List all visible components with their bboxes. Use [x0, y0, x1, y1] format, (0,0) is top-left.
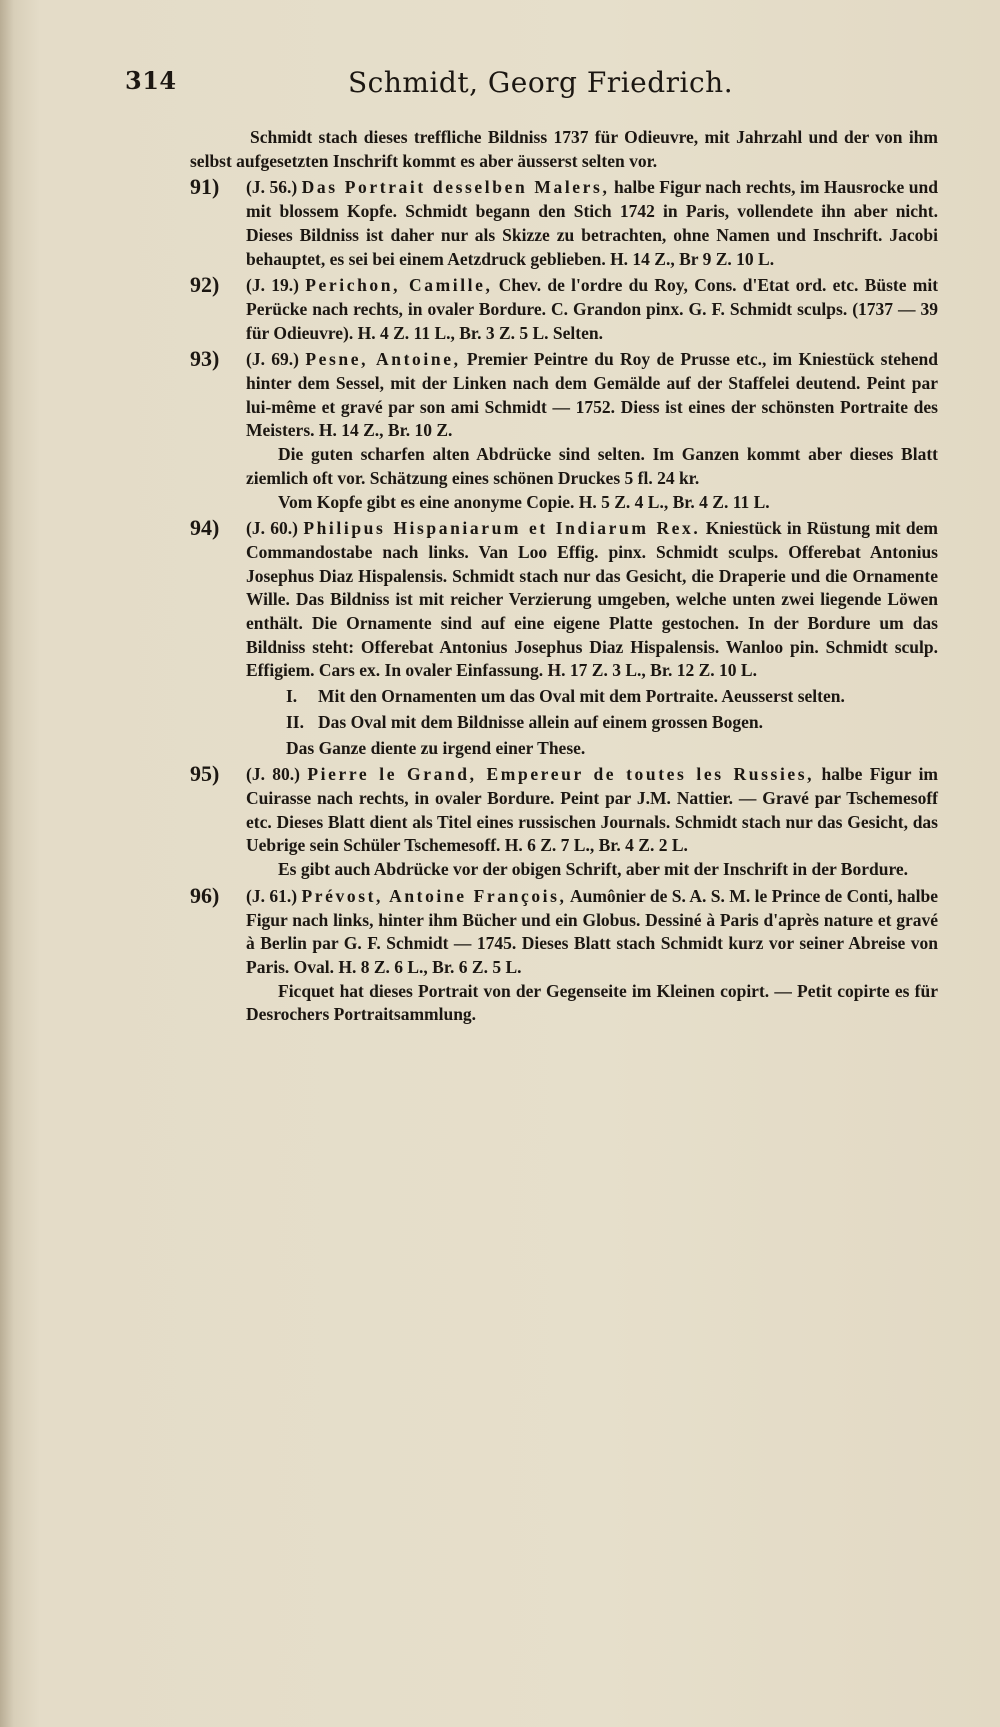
- state-numeral: I.: [286, 686, 298, 707]
- entry-note: Ficquet hat dieses Portrait von der Gegenseite im Kleinen copirt. — Petit copirte es für Desrochers Portraitsammlung.: [246, 980, 938, 1025]
- entry-title: Pesne, Antoine,: [305, 349, 461, 370]
- entry-number: 93): [190, 346, 220, 372]
- entry-description: Kniestück in Rüstung mit dem Commandostabe nach links. Van Loo Effig. pinx. Schmidt sculps. Offerebat Antonius Josephus Diaz Hispalensis. Schmidt stach nur das Gesicht, die Draperie und die Ornamente Wille. Das Bildniss ist mit reicher Verzierung umgeben, welche unten zwei liegende Löwen enthält. Die Ornamente sind auf eine eigene Platte gestochen. In der Bordure um das Bildniss steht: Offerebat Antonius Josephus Diaz Hispalensis. Wanloo pin. Schmidt sculp. Effigiem. Cars ex. In ovaler Einfassung. H. 17 Z. 3 L., Br. 12 Z. 10 L.: [246, 518, 939, 681]
- running-head: Schmidt, Georg Friedrich.: [348, 66, 734, 99]
- entry-number: 92): [190, 272, 220, 298]
- entry-description: Aumônier de S. A. S. M. le Prince de Conti, halbe Figur nach links, hinter ihm Bücher und ein Globus. Dessiné à Paris d'après nature et gravé à Berlin par G. F. Schmidt — 1745. Dieses Blatt stach Schmidt kurz vor seiner Abreise von Paris. Oval. H. 8 Z. 6 L., Br. 6 Z. 5 L.: [246, 885, 939, 977]
- entry-description: Chev. de l'ordre du Roy, Cons. d'Etat ord. etc. Büste mit Perücke nach rechts, in ovaler Bordure. C. Grandon pinx. G. F. Schmidt sculps. (1737 — 39 für Odieuvre). H. 4 Z. 11 L., Br. 3 Z. 5 L. Selten.: [246, 275, 939, 343]
- state-numeral: II.: [286, 711, 304, 732]
- entry-description: Premier Peintre du Roy de Prusse etc., im Kniestück stehend hinter dem Sessel, mit der Linken nach dem Gemälde auf der Staffelei deutend. Peint par lui-même et gravé par son ami Schmidt — 1752. Diess ist eines der schönsten Portraite des Meisters. H. 14 Z., Br. 10 Z.: [246, 349, 939, 441]
- page-header: [0, 66, 1000, 106]
- catalog-entry: [190, 517, 938, 760]
- entry-number: 94): [190, 515, 220, 541]
- entry-title: Pierre le Grand, Empereur de toutes les Russies,: [307, 764, 815, 785]
- entry-title: Perichon, Camille,: [305, 275, 493, 296]
- entry-note: Die guten scharfen alten Abdrücke sind selten. Im Ganzen kommt aber dieses Blatt ziemlich oft vor. Schätzung eines schönen Druckes 5 fl. 24 kr.: [246, 444, 938, 488]
- entry-number: 91): [190, 174, 220, 200]
- state-item: [286, 685, 938, 709]
- entry-number: 95): [190, 761, 220, 787]
- entry-reference: (J. 69.): [246, 349, 299, 370]
- catalog-entry: [190, 274, 938, 345]
- entry-reference: (J. 56.): [246, 177, 298, 198]
- state-note: Das Ganze diente zu irgend einer These.: [286, 737, 586, 758]
- catalog-entry: [190, 882, 939, 1027]
- entry-reference: (J. 80.): [246, 764, 301, 785]
- entry-reference: (J. 19.): [246, 275, 299, 296]
- entry-number: 96): [190, 882, 220, 908]
- entry-note: Vom Kopfe gibt es eine anonyme Copie. H. 5 Z. 4 L., Br. 4 Z. 11 L.: [278, 491, 770, 512]
- entry-reference: (J. 61.): [246, 885, 298, 906]
- state-text: Das Oval mit dem Bildnisse allein auf einem grossen Bogen.: [318, 711, 763, 732]
- entry-title: Das Portrait desselben Malers,: [301, 177, 610, 198]
- entry-title: Prévost, Antoine François,: [301, 885, 567, 906]
- page-body: [190, 126, 938, 1027]
- entry-description: halbe Figur im Cuirasse nach rechts, in ovaler Bordure. Peint par J.M. Nattier. — Gravé par Tschemesoff etc. Dieses Blatt dient als Titel eines russischen Journals. Schmidt stach nur das Gesicht, das Uebrige sein Schüler Tschemesoff. H. 6 Z. 7 L., Br. 4 Z. 2 L.: [246, 764, 939, 856]
- state-text: Mit den Ornamenten um das Oval mit dem Portraite. Aeusserst selten.: [318, 686, 845, 707]
- state-item: [286, 711, 938, 735]
- entry-title: Philipus Hispaniarum et Indiarum Rex.: [303, 518, 701, 539]
- intro-paragraph: Schmidt stach dieses treffliche Bildniss 1737 für Odieuvre, mit Jahrzahl und der von ihm selbst aufgesetzten Inschrift kommt es aber äusserst selten vor.: [190, 127, 938, 171]
- entry-note: Es gibt auch Abdrücke vor der obigen Schrift, aber mit der Inschrift in der Bordure.: [278, 859, 909, 880]
- catalog-entry: [190, 348, 938, 514]
- entry-description: halbe Figur nach rechts, im Hausrocke und mit blossem Kopfe. Schmidt begann den Stich 1742 in Paris, vollendete ihn aber nicht. Dieses Bildniss ist daher nur als Skizze zu betrachten, ohne Namen und Inschrift. Jacobi behauptet, es sei bei einem Aetzdruck geblieben. H. 14 Z., Br 9 Z. 10 L.: [246, 177, 938, 269]
- entry-reference: (J. 60.): [246, 518, 298, 539]
- page-number: 314: [125, 66, 177, 95]
- catalog-entry: [190, 763, 938, 882]
- catalog-entry: [190, 176, 938, 271]
